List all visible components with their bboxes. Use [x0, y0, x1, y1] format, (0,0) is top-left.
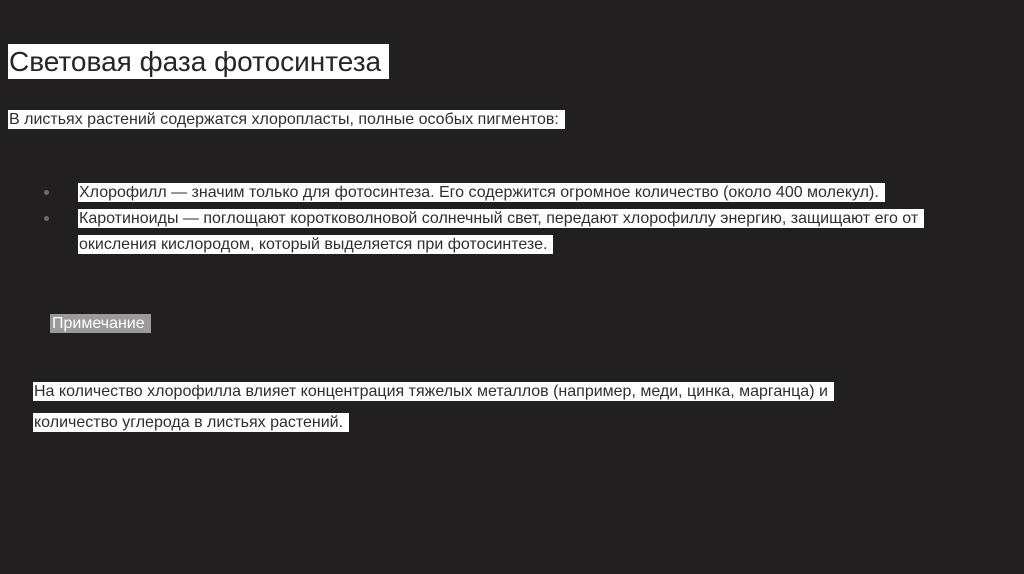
pigment-list	[40, 180, 980, 258]
list-item	[40, 206, 980, 258]
note-paragraph	[33, 376, 903, 438]
intro-text: В листьях растений содержатся хлоропласты, полные особых пигментов:	[8, 110, 565, 129]
list-item-text: Хлорофилл — значим только для фотосинтеза. Его содержится огромное количество (около 400 молекул).	[78, 183, 885, 202]
slide-title-text: Световая фаза фотосинтеза	[8, 44, 389, 79]
note-heading-text: Примечание	[50, 314, 151, 333]
list-item-text: Каротиноиды — поглощают коротковолновой солнечный свет, передают хлорофиллу энергию, защищают его от окисления кислородом, который выделяется при фотосинтезе.	[78, 209, 924, 254]
list-item	[40, 180, 980, 206]
bullet-dot-icon	[44, 190, 49, 195]
note-heading	[50, 314, 151, 334]
slide-title	[8, 44, 389, 80]
intro-paragraph	[8, 110, 565, 130]
note-text: На количество хлорофилла влияет концентрация тяжелых металлов (например, меди, цинка, марганца) и количество углерода в листьях растений.	[33, 382, 834, 432]
bullet-dot-icon	[44, 216, 49, 221]
